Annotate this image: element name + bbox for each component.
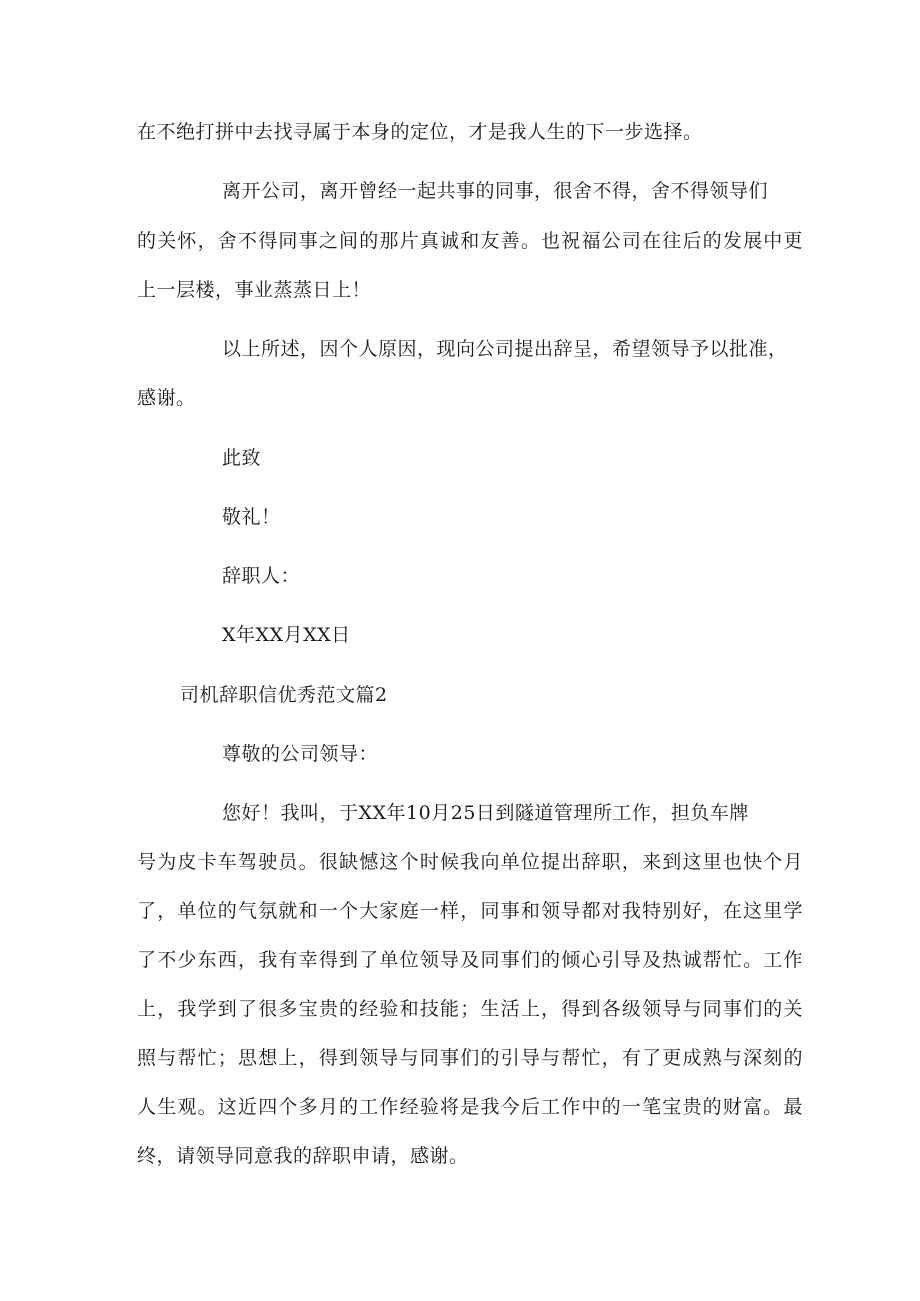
- signer-label: 辞职人：: [222, 565, 301, 587]
- text-line: 上一层楼，事业蒸蒸日上！: [137, 279, 372, 301]
- text-line: 在不绝打拼中去找寻属于本身的定位，才是我人生的下一步选择。: [137, 121, 703, 143]
- closing-to: 此致: [222, 447, 262, 469]
- text-line: 离开公司，离开曾经一起共事的同事，很舍不得，舍不得领导们: [222, 180, 769, 202]
- section-title: 司机辞职信优秀范文篇2: [180, 684, 388, 706]
- salutation: 尊敬的公司领导：: [222, 743, 379, 765]
- text-line: 了，单位的气氛就和一个大家庭一样，同事和领导都对我特别好，在这里学: [137, 900, 803, 922]
- text-line: 上，我学到了很多宝贵的经验和技能；生活上，得到各级领导与同事们的关: [137, 998, 803, 1020]
- text-line: 了不少东西，我有幸得到了单位领导及同事们的倾心引导及热诚帮忙。工作: [137, 949, 803, 971]
- text-line: 号为皮卡车驾驶员。很缺憾这个时候我向单位提出辞职，来到这里也快个月: [137, 851, 803, 873]
- text-line: 感谢。: [137, 387, 196, 409]
- text-line: 照与帮忙；思想上，得到领导与同事们的引导与帮忙，有了更成熟与深刻的: [137, 1047, 803, 1069]
- letter-date: X年XX月XX日: [222, 624, 351, 646]
- text-line: 的关怀，舍不得同事之间的那片真诚和友善。也祝福公司在往后的发展中更: [137, 230, 803, 252]
- text-line: 以上所述，因个人原因，现向公司提出辞呈，希望领导予以批准，: [222, 338, 788, 360]
- text-line: 人生观。这近四个多月的工作经验将是我今后工作中的一笔宝贵的财富。最: [137, 1096, 803, 1118]
- text-line: 您好！我叫，于XX年10月25日到隧道管理所工作，担负车牌: [222, 802, 749, 824]
- closing-salute: 敬礼！: [222, 506, 281, 528]
- text-line: 终，请领导同意我的辞职申请，感谢。: [137, 1145, 469, 1167]
